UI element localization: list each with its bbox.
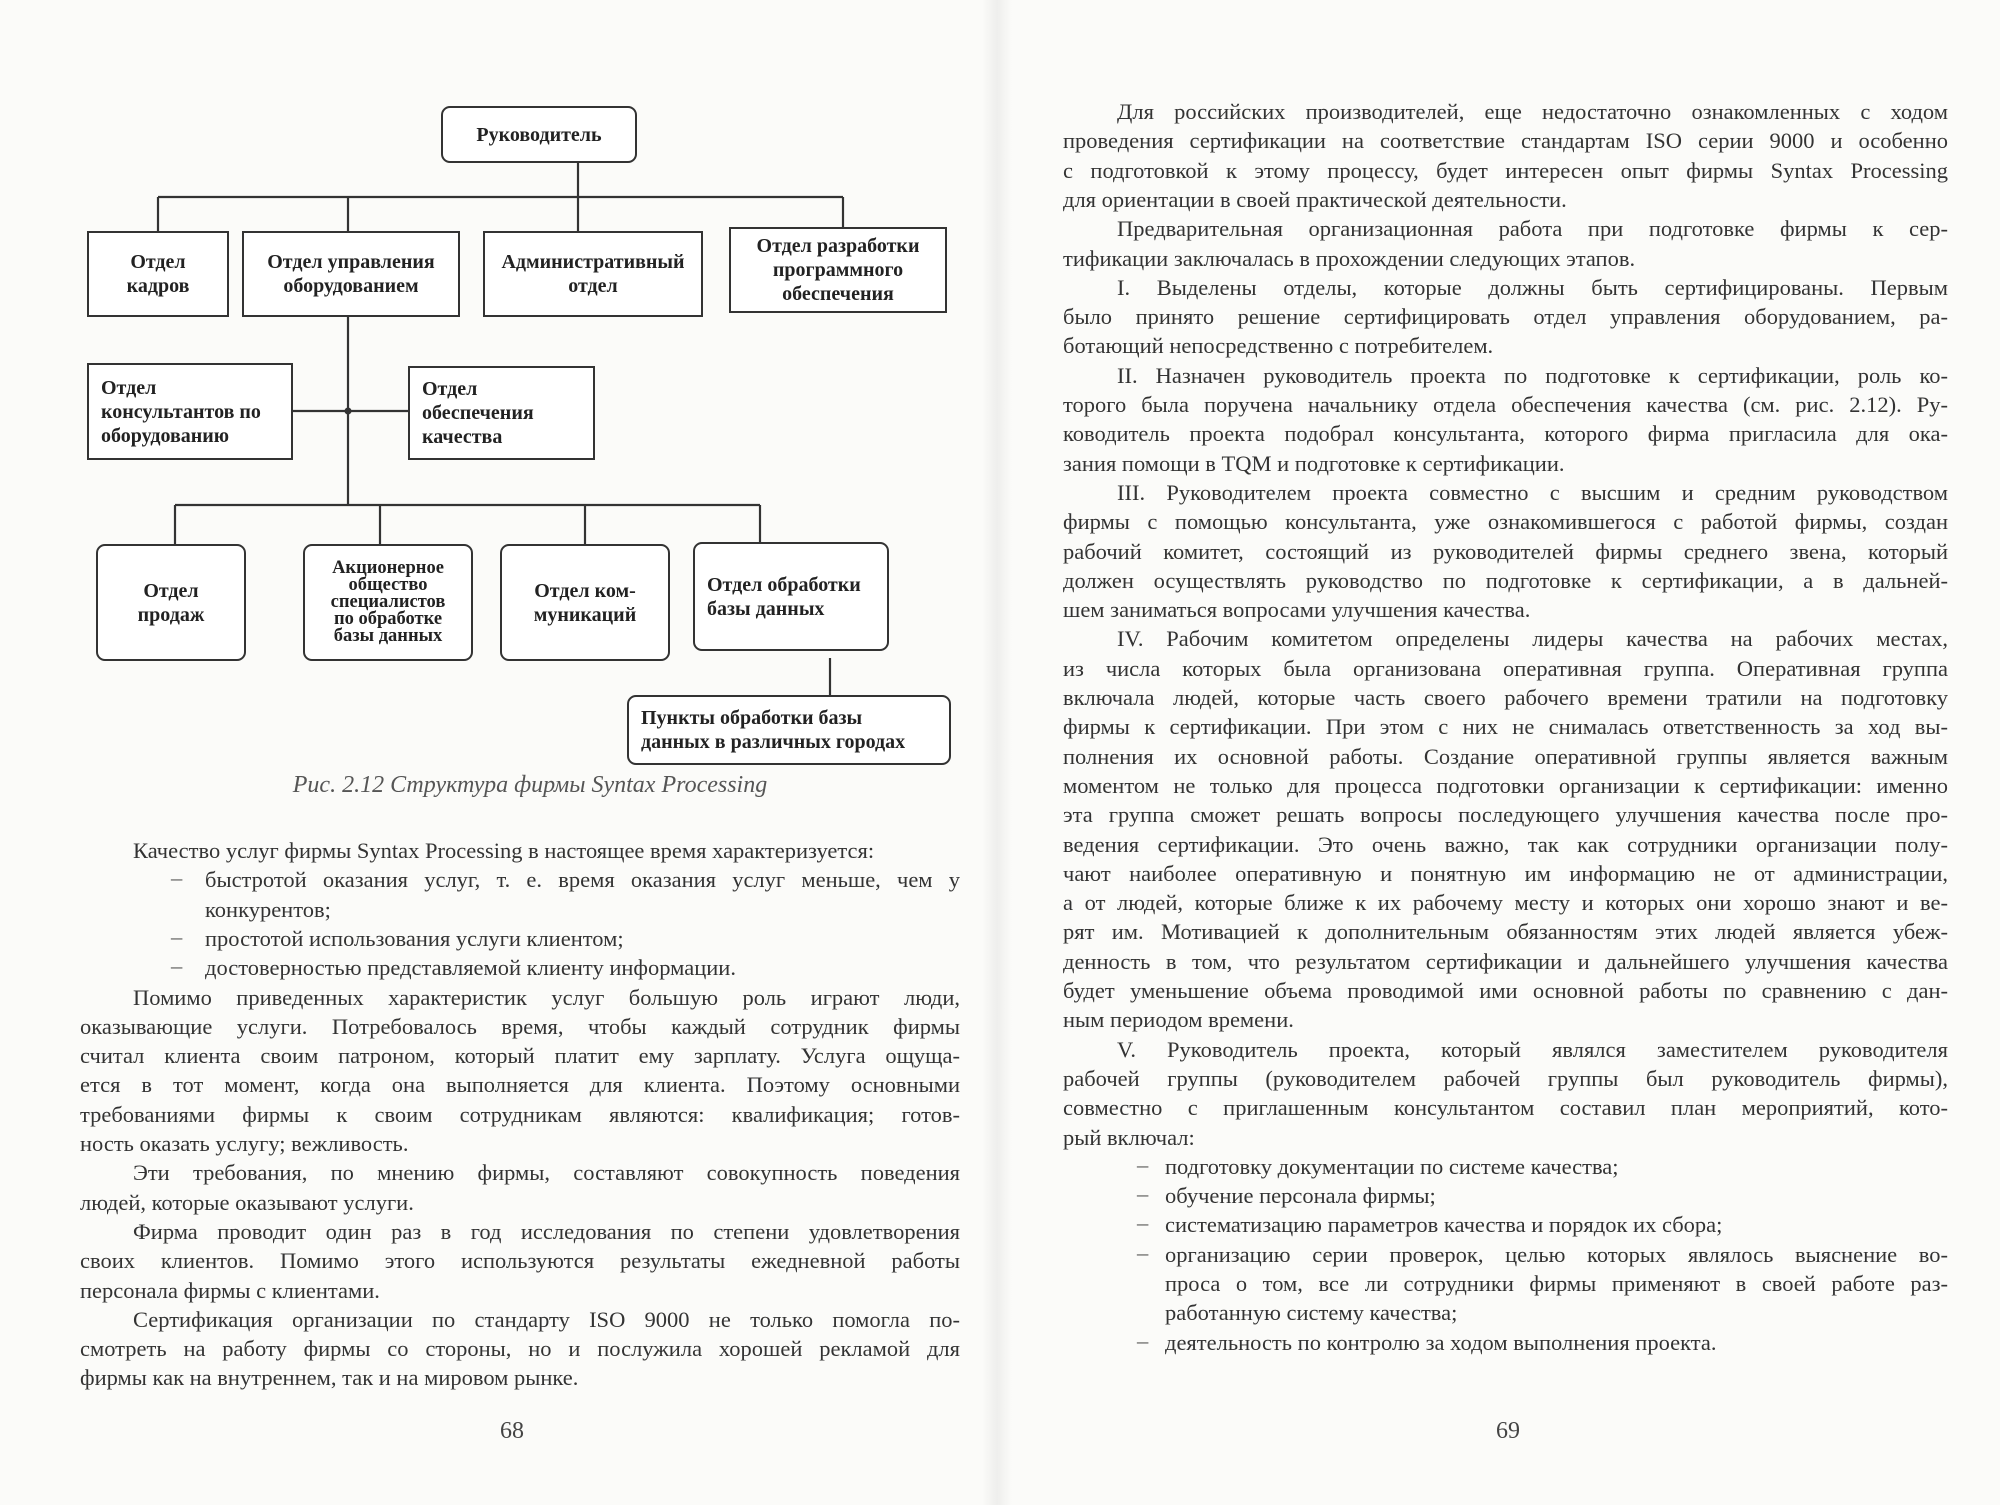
text-line: рый включал: bbox=[1063, 1124, 1195, 1150]
text-line: считал клиента своим патроном, который платит ему зарплату. Услуга ощуща- bbox=[80, 1043, 960, 1069]
text-line: включала людей, которые часть своего рабочего времени тратили на подготовку bbox=[1063, 685, 1948, 710]
text-line: для ориентации в своей практической деятельности. bbox=[1063, 186, 1567, 212]
text-line: подготовку документации по системе качества; bbox=[1165, 1153, 1619, 1179]
text-line: персонала фирмы с клиентами. bbox=[80, 1277, 380, 1303]
text-line: Помимо приведенных характеристик услуг большую роль играют люди, bbox=[133, 984, 960, 1010]
text-line: работанную систему качества; bbox=[1165, 1300, 1458, 1326]
org-box-administrative: Административный отдел bbox=[483, 231, 703, 317]
text-line: ководитель проекта подобрал консультанта, которого фирма пригласила для ока- bbox=[1063, 421, 1948, 447]
org-box-hr: Отдел кадров bbox=[87, 231, 229, 317]
list-dash: – bbox=[1137, 1210, 1149, 1236]
text-line: шем заниматься вопросами улучшения качества. bbox=[1063, 597, 1531, 623]
text-line: ется в тот момент, когда она выполняется для клиента. Поэтому основными bbox=[80, 1072, 960, 1098]
org-box-director: Руководитель bbox=[441, 106, 637, 163]
text-line: III. Руководителем проекта совместно с высшим и средним руководством bbox=[1117, 479, 1948, 505]
org-box-joint-stock-company: Акционерное общество специалистов по обработке базы данных bbox=[303, 544, 473, 661]
text-line: проведения сертификации на соответствие стандартам ISO серии 9000 и особенно bbox=[1063, 128, 1948, 154]
text-line: организацию серии проверок, целью которых являлось выяснение во- bbox=[1165, 1241, 1948, 1267]
text-line: людей, которые оказывают услуги. bbox=[80, 1189, 414, 1215]
text-line: денность в том, что результатом сертификации и дальнейшего улучшения качества bbox=[1063, 948, 1948, 974]
text-line: Для российских производителей, еще недостаточно ознакомленных с ходом bbox=[1117, 99, 1948, 124]
org-box-processing-points: Пункты обработки базы данных в различных городах bbox=[627, 695, 951, 765]
text-line: ведения сертификации. Это очень важно, так как сотрудники организации полу- bbox=[1063, 831, 1948, 857]
org-box-communications: Отдел ком- муникаций bbox=[500, 544, 670, 661]
text-line: II. Назначен руководитель проекта по подготовке к сертификации, роль ко- bbox=[1117, 362, 1948, 388]
text-line: должен осуществлять руководство по подготовке к сертификации, а в дальней- bbox=[1063, 567, 1948, 593]
text-line: из числа которых была организована оперативная группа. Оперативная группа bbox=[1063, 655, 1948, 681]
text-line: с подготовкой к этому процессу, будет интересен опыт фирмы Syntax Processing bbox=[1063, 157, 1948, 183]
text-line: простотой использования услуги клиентом; bbox=[205, 925, 624, 951]
text-line: Эти требования, по мнению фирмы, составляют совокупность поведения bbox=[133, 1160, 960, 1186]
org-box-quality-assurance: Отдел обеспечения качества bbox=[408, 366, 595, 460]
list-dash: – bbox=[171, 865, 183, 891]
list-dash: – bbox=[171, 953, 183, 979]
text-line: Качество услуг фирмы Syntax Processing в настоящее время характеризуется: bbox=[133, 838, 875, 863]
org-box-equipment-consultants: Отдел консультантов по оборудованию bbox=[87, 363, 293, 460]
text-line: рабочий комитет, состоящий из руководителей фирмы среднего звена, который bbox=[1063, 538, 1948, 564]
page-number: 69 bbox=[1496, 1418, 1520, 1444]
list-dash: – bbox=[1137, 1151, 1149, 1177]
text-line: ботающий непосредственно с потребителем. bbox=[1063, 333, 1494, 359]
text-line: смотреть на работу фирмы со стороны, но и послужила хорошей рекламой для bbox=[80, 1336, 960, 1362]
text-line: фирмы как на внутреннем, так и на мировом рынке. bbox=[80, 1365, 579, 1391]
text-line: IV. Рабочим комитетом определены лидеры качества на рабочих местах, bbox=[1117, 626, 1948, 652]
list-dash: – bbox=[1137, 1181, 1149, 1207]
text-line: ным периодом времени. bbox=[1063, 1007, 1294, 1033]
list-dash: – bbox=[1137, 1239, 1149, 1265]
text-line: ность оказать услугу; вежливость. bbox=[80, 1131, 409, 1156]
text-line: Фирма проводит один раз в год исследования по степени удовлетворения bbox=[133, 1218, 960, 1244]
left-page bbox=[0, 0, 985, 1505]
text-line: чают наиболее оперативную и понятную им информацию не от администрации, bbox=[1063, 860, 1948, 886]
text-line: своих клиентов. Помимо этого используются результаты ежедневной работы bbox=[80, 1248, 960, 1274]
text-line: а от людей, которые ближе к их рабочему месту и которых они хорошо знают и ве- bbox=[1063, 890, 1948, 916]
text-line: совместно с приглашенным консультантом составил план мероприятий, кото- bbox=[1063, 1095, 1948, 1121]
org-box-sales: Отдел продаж bbox=[96, 544, 246, 661]
text-line: V. Руководитель проекта, который являлся заместителем руководителя bbox=[1117, 1036, 1948, 1062]
text-line: систематизацию параметров качества и порядок их сбора; bbox=[1165, 1212, 1723, 1238]
text-line: полнения их основной работы. Создание оперативной группы является важным bbox=[1063, 743, 1948, 769]
text-line: было принято решение сертифицировать отдел управления оборудованием, ра- bbox=[1063, 304, 1948, 330]
text-line: эта группа сможет решать вопросы последующего улучшения качества после про- bbox=[1063, 802, 1948, 828]
text-line: фирмы к сертификации. При этом с них не снималась ответственность за ход вы- bbox=[1063, 714, 1948, 740]
text-line: зания помощи в TQM и подготовке к сертификации. bbox=[1063, 450, 1565, 476]
text-line: I. Выделены отделы, которые должны быть сертифицированы. Первым bbox=[1117, 274, 1948, 300]
text-line: оказывающие услуги. Потребовалось время, чтобы каждый сотрудник фирмы bbox=[80, 1013, 960, 1039]
figure-caption: Рис. 2.12 Структура фирмы Syntax Processing bbox=[292, 772, 768, 798]
org-chart bbox=[0, 0, 985, 800]
text-line: моментом не только для процесса подготовки организации к сертификации: именно bbox=[1063, 772, 1948, 798]
right-page bbox=[1000, 0, 2000, 1505]
text-line: Сертификация организации по стандарту ISO 9000 не только помогла по- bbox=[133, 1306, 960, 1332]
text-line: проса о том, все ли сотрудники фирмы применяют в своей работе раз- bbox=[1165, 1271, 1948, 1296]
text-line: фирмы с помощью консультанта, уже ознакомившегося с работой фирмы, создан bbox=[1063, 509, 1948, 535]
text-line: рят им. Мотивацией к дополнительным обязанностям этих людей является убеж- bbox=[1063, 919, 1948, 945]
text-line: Предварительная организационная работа при подготовке фирмы к сер- bbox=[1117, 216, 1948, 242]
list-dash: – bbox=[171, 923, 183, 949]
text-line: рабочей группы (руководителем рабочей группы был руководитель фирмы), bbox=[1063, 1065, 1948, 1091]
text-line: быстротой оказания услуг, т. е. время оказания услуг меньше, чем у bbox=[205, 867, 960, 893]
text-line: будет уменьшение объема проводимой ими основной работы по сравнению с дан- bbox=[1063, 978, 1948, 1003]
text-line: тификации заключалась в прохождении следующих этапов. bbox=[1063, 245, 1636, 271]
text-line: конкурентов; bbox=[205, 896, 331, 922]
text-line: обучение персонала фирмы; bbox=[1165, 1183, 1436, 1209]
org-box-equipment-management: Отдел управления оборудованием bbox=[242, 231, 460, 317]
org-box-database-processing: Отдел обработки базы данных bbox=[693, 542, 889, 651]
text-line: требованиями фирмы к своим сотрудникам являются: квалификация; готов- bbox=[80, 1101, 960, 1127]
page-number: 68 bbox=[500, 1418, 524, 1444]
text-line: деятельность по контролю за ходом выполнения проекта. bbox=[1165, 1329, 1717, 1355]
text-line: достоверностью представляемой клиенту информации. bbox=[205, 955, 736, 981]
text-line: торого была поручена начальнику отдела обеспечения качества (см. рис. 2.12). Ру- bbox=[1063, 392, 1948, 417]
org-box-software-development: Отдел разработки программного обеспечения bbox=[729, 227, 947, 313]
list-dash: – bbox=[1137, 1327, 1149, 1353]
